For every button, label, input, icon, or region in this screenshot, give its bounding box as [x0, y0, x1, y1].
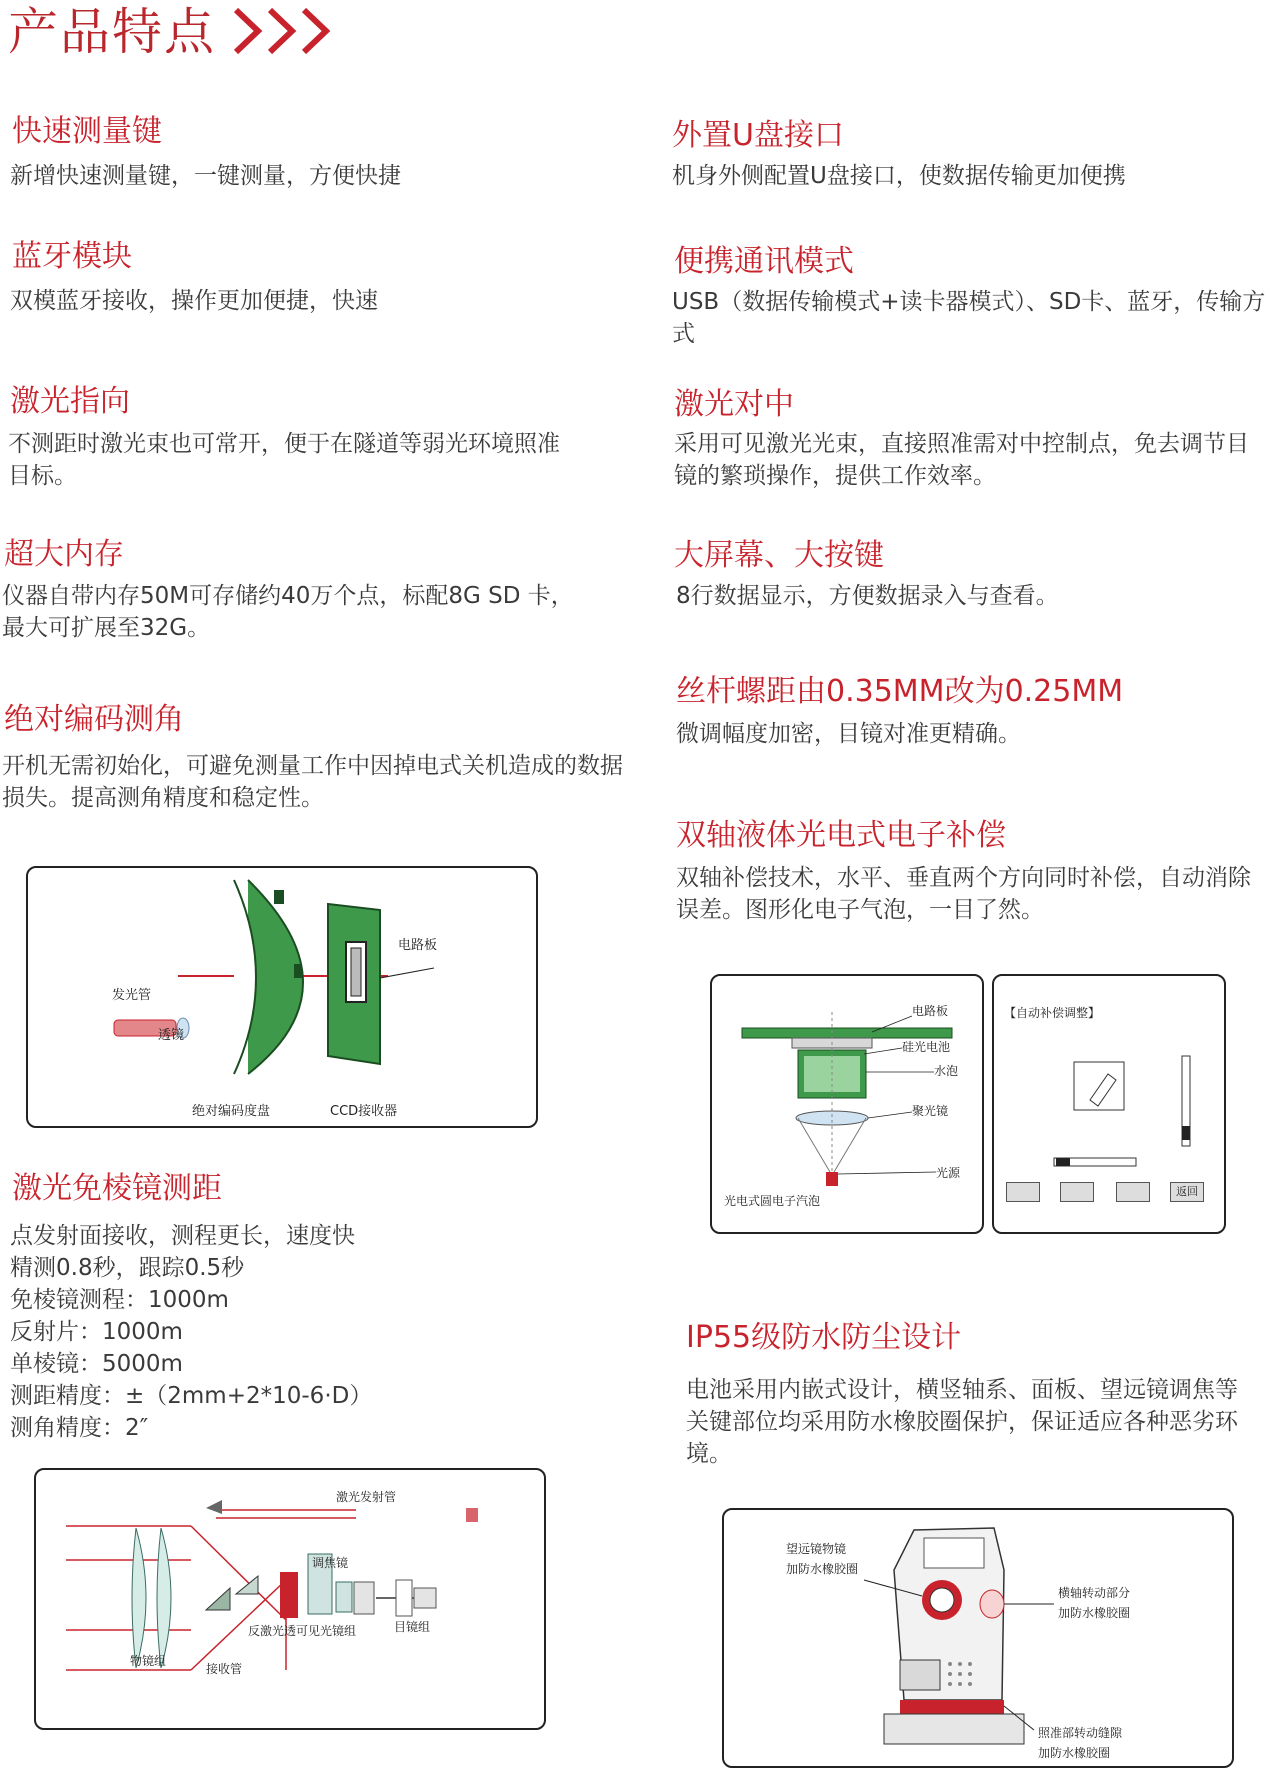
encoder-label-lens: 透镜: [158, 1028, 185, 1043]
feature-desc-memory: 仪器自带内存50M可存储约40万个点，标配8G SD 卡，最大可扩展至32G。: [2, 583, 574, 641]
encoder-label-ccd: CCD接收器: [330, 1104, 398, 1119]
page-title: 产品特点: [8, 3, 216, 61]
feature-title-laser-center: 激光对中: [674, 387, 794, 422]
feature-title-screen: 大屏幕、大按键: [674, 538, 884, 573]
back-button[interactable]: 返回: [1170, 1182, 1204, 1202]
feature-title-memory: 超大内存: [4, 537, 124, 572]
feature-title-quick-key: 快速测量键: [12, 114, 162, 149]
edm-label-eyepiece: 目镜组: [394, 1620, 431, 1634]
panel-title: 【自动补偿调整】: [1004, 1006, 1101, 1020]
encoder-label-disc: 绝对编码度盘: [192, 1104, 271, 1119]
ip55-label-axis: 横轴转动部分: [1058, 1586, 1131, 1600]
compensator-diagram: [710, 974, 984, 1234]
feature-desc-laser-center: 采用可见激光光束，直接照准需对中控制点，免去调节目镜的繁琐操作，提供工作效率。: [674, 431, 1249, 489]
encoder-diagram-art: [28, 868, 536, 1126]
feature-desc-laser-point: 不测距时激光束也可常开，便于在隧道等弱光环境照准目标。: [8, 431, 560, 489]
feature-desc-encoder: 开机无需初始化，可避免测量工作中因掉电式关机造成的数据损失。提高测角精度和稳定性。: [2, 753, 623, 811]
feature-title-ip55: IP55级防水防尘设计: [686, 1320, 962, 1355]
ip55-label-objective: 望远镜物镜: [786, 1542, 847, 1556]
feature-title-edm: 激光免棱镜测距: [12, 1171, 222, 1206]
feature-desc-bluetooth: 双模蓝牙接收，操作更加便捷，快速: [10, 288, 378, 314]
panel-button[interactable]: [1060, 1182, 1094, 1202]
ip55-label-objective-seal: 加防水橡胶圈: [786, 1562, 859, 1576]
comp-label-bubble: 水泡: [934, 1064, 959, 1078]
comp-label-condenser: 聚光镜: [912, 1104, 949, 1118]
feature-desc-screen: 8行数据显示，方便数据录入与查看。: [676, 583, 1059, 609]
comp-label-source: 光源: [936, 1166, 961, 1180]
feature-desc-usb: 机身外侧配置U盘接口，使数据传输更加便携: [672, 163, 1126, 189]
edm-spec: 反射片：1000m: [10, 1319, 183, 1345]
compensation-panel: [992, 974, 1226, 1234]
encoder-diagram: [26, 866, 538, 1128]
feature-title-encoder: 绝对编码测角: [4, 702, 184, 737]
feature-title-laser-point: 激光指向: [10, 384, 130, 419]
edm-spec: 单棱镜：5000m: [10, 1351, 183, 1377]
chevron-right-icon: [232, 6, 342, 56]
feature-desc-ip55: 电池采用内嵌式设计，横竖轴系、面板、望远镜调焦等关键部位均采用防水橡胶圈保护，保证适应各种恶劣环境。: [686, 1377, 1238, 1467]
ip55-label-gap-seal: 加防水橡胶圈: [1038, 1746, 1111, 1760]
edm-diagram-art: [36, 1470, 544, 1728]
feature-desc-screw: 微调幅度加密，目镜对准更精确。: [676, 721, 1021, 747]
comp-label-vial: 光电式圆电子汽泡: [724, 1194, 821, 1208]
encoder-label-led: 发光管: [112, 988, 152, 1003]
edm-spec: 测距精度：±（2mm+2*10-6·D）: [10, 1383, 373, 1409]
panel-button[interactable]: [1116, 1182, 1150, 1202]
edm-label-focus: 调焦镜: [312, 1556, 349, 1570]
edm-label-filter: 反激光透可见光镜组: [248, 1624, 357, 1638]
edm-spec: 免棱镜测程：1000m: [10, 1287, 229, 1313]
comp-label-board: 电路板: [912, 1004, 949, 1018]
feature-desc-compensator: 双轴补偿技术，水平、垂直两个方向同时补偿，自动消除误差。图形化电子气泡，一目了然。: [676, 865, 1251, 923]
edm-label-emitter: 激光发射管: [336, 1490, 397, 1504]
edm-diagram: [34, 1468, 546, 1730]
feature-desc-comm: USB（数据传输模式+读卡器模式）、SD卡、蓝牙，传输方式: [672, 289, 1266, 347]
edm-label-receiver: 接收管: [206, 1662, 243, 1676]
panel-button[interactable]: [1006, 1182, 1040, 1202]
feature-title-usb: 外置U盘接口: [672, 118, 844, 153]
edm-spec-list: [10, 1220, 570, 1444]
feature-desc-quick-key: 新增快速测量键，一键测量，方便快捷: [10, 163, 401, 189]
ip55-label-gap: 照准部转动缝隙: [1038, 1726, 1123, 1740]
ip55-label-axis-seal: 加防水橡胶圈: [1058, 1606, 1131, 1620]
edm-spec: 点发射面接收，测程更长，速度快: [10, 1223, 355, 1249]
feature-title-comm: 便携通讯模式: [674, 244, 854, 279]
edm-label-objective: 物镜组: [130, 1654, 167, 1668]
feature-title-screw: 丝杆螺距由0.35MM改为0.25MM: [676, 674, 1124, 709]
ip55-diagram: [722, 1508, 1234, 1768]
encoder-label-board: 电路板: [398, 938, 438, 953]
edm-spec: 精测0.8秒，跟踪0.5秒: [10, 1255, 245, 1281]
feature-title-compensator: 双轴液体光电式电子补偿: [676, 818, 1006, 853]
comp-label-cell: 硅光电池: [902, 1040, 951, 1054]
edm-spec: 测角精度：2″: [10, 1415, 149, 1441]
feature-title-bluetooth: 蓝牙模块: [12, 239, 132, 274]
